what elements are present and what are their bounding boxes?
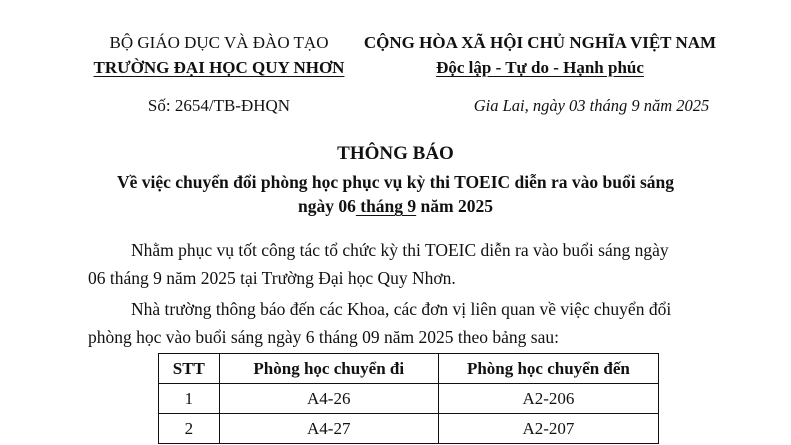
ministry-name: BỘ GIÁO DỤC VÀ ĐÀO TẠO (109, 33, 329, 52)
university-name-text: TRƯỜNG ĐẠI HỌC QUY NHƠN (93, 58, 345, 77)
row-from-room: A4-27 (219, 414, 438, 444)
column-header-to-room: Phòng học chuyển đến (438, 354, 658, 384)
place-and-date: Gia Lai, ngày 03 tháng 9 năm 2025 (473, 96, 710, 115)
republic-name: CỘNG HÒA XÃ HỘI CHỦ NGHĨA VIỆT NAM (363, 33, 717, 52)
column-header-from-room: Phòng học chuyển đi (219, 354, 438, 384)
subtitle-date-year: năm 2025 (416, 196, 493, 216)
table-row (159, 414, 659, 444)
paragraph-1-line-2: 06 tháng 9 năm 2025 tại Trường Đại học Quy Nhơn. (88, 268, 456, 288)
row-to-room: A2-206 (438, 384, 658, 414)
table-row (159, 384, 659, 414)
row-stt: 2 (159, 414, 220, 444)
paragraph-1-line-1: Nhằm phục vụ tốt công tác tổ chức kỳ thi TOEIC diễn ra vào buổi sáng ngày (131, 240, 669, 260)
room-change-table (158, 353, 659, 444)
document-number: Số: 2654/TB-ĐHQN (147, 96, 291, 115)
paragraph-2-line-1: Nhà trường thông báo đến các Khoa, các đơn vị liên quan về việc chuyển đổi (131, 299, 672, 319)
table-header-row (159, 354, 659, 384)
paragraph-2-line-2: phòng học vào buổi sáng ngày 6 tháng 09 năm 2025 theo bảng sau: (88, 327, 559, 347)
column-header-stt: STT (159, 354, 220, 384)
notice-subtitle-line-2 (0, 196, 791, 217)
notice-subtitle-line-1: Về việc chuyển đổi phòng học phục vụ kỳ thi TOEIC diễn ra vào buổi sáng (116, 172, 675, 192)
row-from-room: A4-26 (219, 384, 438, 414)
row-stt: 1 (159, 384, 220, 414)
national-motto-text: Độc lập - Tự do - Hạnh phúc (436, 58, 644, 77)
subtitle-date-month: tháng 9 (355, 196, 417, 216)
university-name (88, 58, 350, 78)
national-motto (357, 58, 723, 78)
subtitle-date-day: ngày 06 (298, 196, 356, 216)
row-to-room: A2-207 (438, 414, 658, 444)
notice-title: THÔNG BÁO (337, 143, 454, 164)
